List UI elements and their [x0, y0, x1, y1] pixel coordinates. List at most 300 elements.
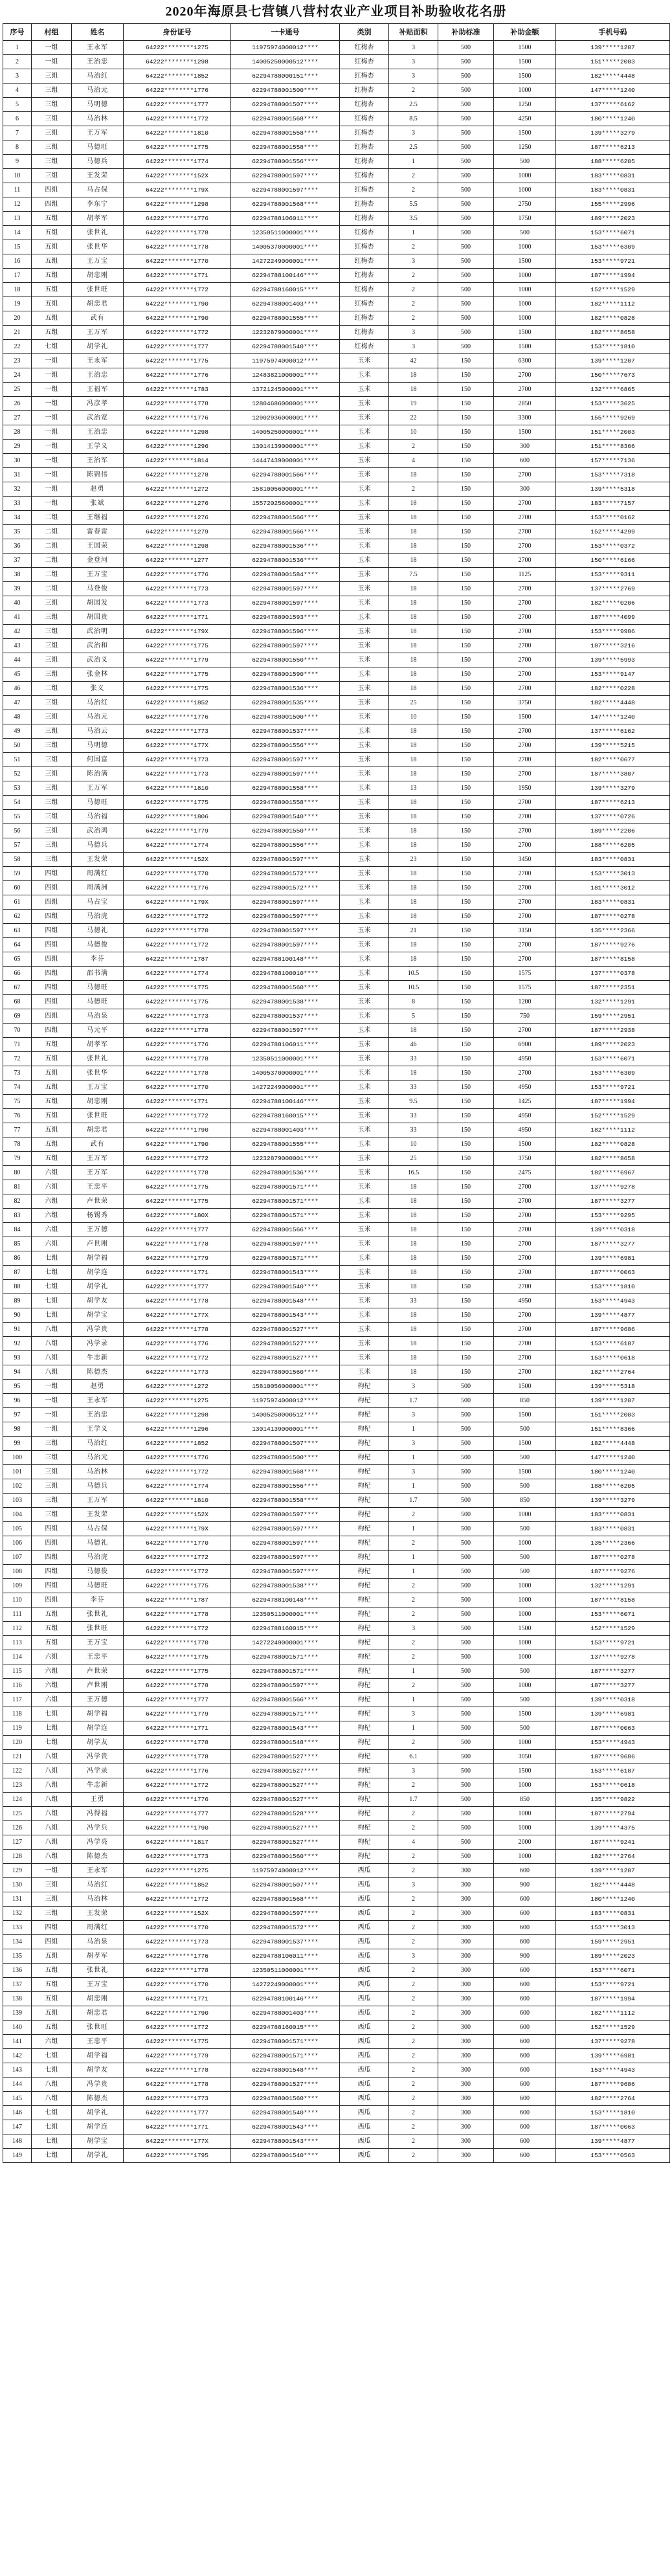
cell-subsidy-area: 10 — [389, 710, 438, 724]
cell-subsidy-amount: 1000 — [494, 1736, 556, 1750]
cell-subsidy-standard: 300 — [438, 1878, 494, 1892]
cell-village-group: 一组 — [32, 1422, 72, 1437]
cell-subsidy-amount: 1000 — [494, 1778, 556, 1793]
cell-id-number: 64222********1775 — [124, 2035, 231, 2049]
cell-id-number: 64222********1298 — [124, 1408, 231, 1422]
cell-subsidy-amount: 600 — [494, 2063, 556, 2078]
cell-card-number: 62294788001543**** — [231, 1266, 340, 1280]
cell-id-number: 64222********1296 — [124, 1422, 231, 1437]
cell-subsidy-area: 3 — [389, 1949, 438, 1964]
cell-card-number: 14005370000001**** — [231, 240, 340, 254]
cell-subsidy-standard: 150 — [438, 1109, 494, 1123]
cell-subsidy-standard: 150 — [438, 653, 494, 667]
cell-serial-no: 102 — [3, 1479, 32, 1494]
cell-serial-no: 85 — [3, 1237, 32, 1251]
cell-category: 玉米 — [340, 1109, 389, 1123]
cell-id-number: 64222********1783 — [124, 383, 231, 397]
table-row — [3, 140, 670, 155]
table-row — [3, 810, 670, 824]
cell-phone-number: 151*****8366 — [556, 440, 670, 454]
cell-subsidy-standard: 500 — [438, 340, 494, 354]
cell-subsidy-standard: 150 — [438, 867, 494, 881]
cell-village-group: 一组 — [32, 368, 72, 383]
cell-serial-no: 134 — [3, 1935, 32, 1949]
table-row — [3, 1081, 670, 1095]
cell-name: 武治明 — [72, 625, 124, 639]
cell-category: 玉米 — [340, 995, 389, 1009]
cell-serial-no: 94 — [3, 1365, 32, 1380]
cell-id-number: 64222********1778 — [124, 1323, 231, 1337]
cell-subsidy-area: 2 — [389, 2006, 438, 2021]
cell-subsidy-standard: 500 — [438, 155, 494, 169]
cell-subsidy-amount: 1250 — [494, 98, 556, 112]
cell-card-number: 62294788001403**** — [231, 1123, 340, 1137]
cell-name: 王万军 — [72, 1494, 124, 1508]
cell-card-number: 62294788001555**** — [231, 311, 340, 326]
cell-subsidy-area: 18 — [389, 1209, 438, 1223]
cell-village-group: 七组 — [32, 1280, 72, 1294]
cell-name: 马占保 — [72, 1522, 124, 1536]
cell-subsidy-amount: 1000 — [494, 1607, 556, 1622]
cell-subsidy-area: 1 — [389, 1721, 438, 1736]
cell-phone-number: 153*****9721 — [556, 254, 670, 269]
cell-phone-number: 139*****4877 — [556, 2134, 670, 2149]
cell-card-number: 62294788001548**** — [231, 2063, 340, 2078]
cell-village-group: 五组 — [32, 311, 72, 326]
cell-phone-number: 137*****9278 — [556, 2035, 670, 2049]
cell-id-number: 64222********1775 — [124, 1579, 231, 1593]
table-row — [3, 397, 670, 411]
cell-serial-no: 111 — [3, 1607, 32, 1622]
cell-card-number: 62294788001571**** — [231, 2049, 340, 2063]
cell-category: 枸杞 — [340, 1579, 389, 1593]
cell-phone-number: 135*****9822 — [556, 1793, 670, 1807]
table-row — [3, 967, 670, 981]
cell-serial-no: 77 — [3, 1123, 32, 1137]
cell-subsidy-amount: 2700 — [494, 796, 556, 810]
cell-subsidy-standard: 500 — [438, 1778, 494, 1793]
cell-serial-no: 135 — [3, 1949, 32, 1964]
cell-card-number: 62294788001550**** — [231, 824, 340, 838]
cell-subsidy-area: 18 — [389, 682, 438, 696]
cell-id-number: 64222********1790 — [124, 297, 231, 311]
cell-id-number: 64222********1852 — [124, 1437, 231, 1451]
cell-subsidy-amount: 2700 — [494, 1194, 556, 1209]
cell-name: 王发荣 — [72, 1508, 124, 1522]
cell-subsidy-area: 18 — [389, 910, 438, 924]
cell-subsidy-amount: 1200 — [494, 995, 556, 1009]
cell-name: 马治林 — [72, 1465, 124, 1479]
cell-id-number: 64222********1790 — [124, 2006, 231, 2021]
cell-serial-no: 8 — [3, 140, 32, 155]
cell-village-group: 八组 — [32, 2092, 72, 2106]
cell-subsidy-amount: 500 — [494, 1522, 556, 1536]
cell-card-number: 62294788100010**** — [231, 967, 340, 981]
cell-subsidy-area: 2 — [389, 1921, 438, 1935]
cell-phone-number: 152*****1529 — [556, 1622, 670, 1636]
cell-card-number: 62294788001507**** — [231, 98, 340, 112]
cell-subsidy-standard: 300 — [438, 1964, 494, 1978]
cell-category: 红梅杏 — [340, 297, 389, 311]
cell-village-group: 三组 — [32, 596, 72, 610]
cell-village-group: 七组 — [32, 1251, 72, 1266]
cell-subsidy-amount: 3150 — [494, 924, 556, 938]
cell-phone-number: 137*****0726 — [556, 810, 670, 824]
cell-category: 玉米 — [340, 639, 389, 653]
cell-phone-number: 135*****2366 — [556, 924, 670, 938]
cell-name: 冯学录 — [72, 1337, 124, 1351]
column-header-category: 类别 — [340, 24, 389, 41]
cell-serial-no: 64 — [3, 938, 32, 952]
table-row — [3, 1422, 670, 1437]
cell-name: 卢世刚 — [72, 1679, 124, 1693]
cell-category: 玉米 — [340, 610, 389, 625]
cell-subsidy-amount: 2700 — [494, 682, 556, 696]
cell-category: 玉米 — [340, 1194, 389, 1209]
document-title: 2020年海原县七营镇八营村农业产业项目补助验收花名册 — [165, 5, 507, 19]
table-row — [3, 183, 670, 197]
cell-phone-number: 180*****1240 — [556, 112, 670, 126]
cell-phone-number: 153*****6071 — [556, 1964, 670, 1978]
cell-subsidy-standard: 300 — [438, 1864, 494, 1878]
cell-serial-no: 16 — [3, 254, 32, 269]
cell-card-number: 62294788001403**** — [231, 297, 340, 311]
cell-subsidy-amount: 1500 — [494, 41, 556, 55]
cell-phone-number: 139*****6981 — [556, 2049, 670, 2063]
cell-subsidy-area: 3 — [389, 55, 438, 69]
cell-serial-no: 58 — [3, 853, 32, 867]
cell-name: 马治虎 — [72, 1551, 124, 1565]
cell-phone-number: 151*****2003 — [556, 425, 670, 440]
cell-subsidy-standard: 500 — [438, 1508, 494, 1522]
cell-category: 西瓜 — [340, 2078, 389, 2092]
table-row — [3, 568, 670, 582]
cell-phone-number: 152*****1529 — [556, 2021, 670, 2035]
cell-phone-number: 182*****4448 — [556, 1437, 670, 1451]
cell-subsidy-area: 10 — [389, 425, 438, 440]
table-row — [3, 910, 670, 924]
cell-card-number: 62294788001527**** — [231, 1778, 340, 1793]
cell-card-number: 62294788001597**** — [231, 1522, 340, 1536]
cell-subsidy-area: 18 — [389, 525, 438, 539]
cell-subsidy-amount: 1000 — [494, 1536, 556, 1551]
cell-subsidy-standard: 300 — [438, 1907, 494, 1921]
cell-card-number: 12350511000001**** — [231, 1964, 340, 1978]
table-row — [3, 1308, 670, 1323]
cell-category: 玉米 — [340, 739, 389, 753]
cell-phone-number: 183*****0831 — [556, 853, 670, 867]
cell-phone-number: 153*****3013 — [556, 1921, 670, 1935]
cell-id-number: 64222********1296 — [124, 440, 231, 454]
table-row — [3, 311, 670, 326]
cell-subsidy-standard: 300 — [438, 2092, 494, 2106]
cell-phone-number: 153*****6187 — [556, 1764, 670, 1778]
table-row — [3, 582, 670, 596]
cell-phone-number: 153*****7318 — [556, 468, 670, 482]
cell-id-number: 64222********1777 — [124, 1693, 231, 1707]
cell-name: 马治红 — [72, 69, 124, 84]
cell-serial-no: 148 — [3, 2134, 32, 2149]
cell-serial-no: 141 — [3, 2035, 32, 2049]
table-row — [3, 539, 670, 554]
cell-category: 玉米 — [340, 582, 389, 596]
cell-card-number: 62294788001597**** — [231, 1565, 340, 1579]
cell-category: 玉米 — [340, 824, 389, 838]
cell-subsidy-area: 18 — [389, 610, 438, 625]
cell-serial-no: 61 — [3, 895, 32, 910]
cell-village-group: 五组 — [32, 2006, 72, 2021]
cell-village-group: 一组 — [32, 1864, 72, 1878]
cell-category: 玉米 — [340, 397, 389, 411]
cell-serial-no: 68 — [3, 995, 32, 1009]
cell-subsidy-area: 2 — [389, 1736, 438, 1750]
cell-name: 何国富 — [72, 753, 124, 767]
cell-name: 陈治满 — [72, 767, 124, 781]
cell-subsidy-amount: 600 — [494, 2035, 556, 2049]
cell-subsidy-amount: 2000 — [494, 1835, 556, 1850]
cell-village-group: 八组 — [32, 1337, 72, 1351]
cell-serial-no: 149 — [3, 2149, 32, 2163]
cell-name: 张斌 — [72, 497, 124, 511]
table-row — [3, 1864, 670, 1878]
cell-subsidy-amount: 500 — [494, 226, 556, 240]
cell-category: 枸杞 — [340, 1451, 389, 1465]
cell-name: 马治林 — [72, 112, 124, 126]
cell-name: 王万德 — [72, 1693, 124, 1707]
cell-name: 张世礼 — [72, 1607, 124, 1622]
cell-card-number: 62294788001538**** — [231, 995, 340, 1009]
cell-category: 玉米 — [340, 724, 389, 739]
cell-village-group: 六组 — [32, 1166, 72, 1180]
table-row — [3, 1180, 670, 1194]
cell-card-number: 62294788001556**** — [231, 1479, 340, 1494]
cell-subsidy-standard: 500 — [438, 1807, 494, 1821]
cell-subsidy-amount: 600 — [494, 2092, 556, 2106]
table-row — [3, 2134, 670, 2149]
cell-serial-no: 73 — [3, 1066, 32, 1081]
cell-subsidy-standard: 150 — [438, 568, 494, 582]
cell-id-number: 64222********1775 — [124, 682, 231, 696]
cell-village-group: 七组 — [32, 2134, 72, 2149]
table-row — [3, 1850, 670, 1864]
cell-card-number: 62294788001527**** — [231, 1750, 340, 1764]
cell-serial-no: 123 — [3, 1778, 32, 1793]
cell-subsidy-amount: 1000 — [494, 283, 556, 297]
cell-village-group: 五组 — [32, 1152, 72, 1166]
cell-subsidy-area: 1 — [389, 1693, 438, 1707]
cell-category: 玉米 — [340, 753, 389, 767]
cell-phone-number: 187*****3277 — [556, 1237, 670, 1251]
cell-village-group: 五组 — [32, 269, 72, 283]
cell-id-number: 64222********1772 — [124, 1565, 231, 1579]
cell-village-group: 三组 — [32, 1892, 72, 1907]
cell-subsidy-area: 16.5 — [389, 1166, 438, 1180]
cell-subsidy-standard: 150 — [438, 454, 494, 468]
column-header-village-group: 村组 — [32, 24, 72, 41]
table-row — [3, 511, 670, 525]
cell-phone-number: 139*****5318 — [556, 482, 670, 497]
cell-phone-number: 153*****0563 — [556, 2149, 670, 2163]
cell-serial-no: 83 — [3, 1209, 32, 1223]
cell-serial-no: 32 — [3, 482, 32, 497]
cell-card-number: 62294788001548**** — [231, 1294, 340, 1308]
cell-card-number: 62294788001527**** — [231, 1835, 340, 1850]
cell-name: 王永军 — [72, 1864, 124, 1878]
cell-phone-number: 187*****1994 — [556, 1992, 670, 2006]
table-row — [3, 340, 670, 354]
cell-subsidy-area: 18 — [389, 1180, 438, 1194]
cell-subsidy-standard: 150 — [438, 781, 494, 796]
cell-subsidy-amount: 500 — [494, 1479, 556, 1494]
table-row — [3, 1323, 670, 1337]
cell-phone-number: 187*****1994 — [556, 1095, 670, 1109]
cell-village-group: 一组 — [32, 482, 72, 497]
cell-subsidy-area: 2 — [389, 169, 438, 183]
cell-subsidy-standard: 150 — [438, 1137, 494, 1152]
cell-subsidy-standard: 150 — [438, 1308, 494, 1323]
cell-subsidy-amount: 2700 — [494, 596, 556, 610]
cell-card-number: 62294788001527**** — [231, 1764, 340, 1778]
cell-id-number: 64222********1776 — [124, 1793, 231, 1807]
cell-category: 红梅杏 — [340, 212, 389, 226]
table-row — [3, 525, 670, 539]
cell-subsidy-amount: 2700 — [494, 895, 556, 910]
cell-id-number: 64222********1773 — [124, 753, 231, 767]
cell-subsidy-standard: 500 — [438, 1793, 494, 1807]
cell-card-number: 62294788001500**** — [231, 710, 340, 724]
cell-village-group: 六组 — [32, 1693, 72, 1707]
cell-village-group: 四组 — [32, 1593, 72, 1607]
cell-subsidy-standard: 150 — [438, 1052, 494, 1066]
cell-village-group: 三组 — [32, 653, 72, 667]
cell-subsidy-area: 1 — [389, 1422, 438, 1437]
cell-village-group: 四组 — [32, 183, 72, 197]
table-row — [3, 1964, 670, 1978]
cell-subsidy-area: 18 — [389, 1066, 438, 1081]
cell-subsidy-amount: 1575 — [494, 967, 556, 981]
cell-category: 玉米 — [340, 938, 389, 952]
cell-card-number: 62294788001572**** — [231, 1921, 340, 1935]
cell-name: 卢世荣 — [72, 1194, 124, 1209]
cell-card-number: 14005250000512**** — [231, 1408, 340, 1422]
cell-card-number: 62294788001558**** — [231, 781, 340, 796]
cell-subsidy-area: 3 — [389, 69, 438, 84]
cell-serial-no: 78 — [3, 1137, 32, 1152]
cell-phone-number: 153*****1810 — [556, 2106, 670, 2120]
cell-subsidy-area: 22 — [389, 411, 438, 425]
cell-serial-no: 97 — [3, 1408, 32, 1422]
cell-category: 玉米 — [340, 1223, 389, 1237]
cell-card-number: 62294788001593**** — [231, 610, 340, 625]
cell-subsidy-area: 4 — [389, 454, 438, 468]
cell-phone-number: 187*****2938 — [556, 1024, 670, 1038]
cell-village-group: 四组 — [32, 895, 72, 910]
cell-phone-number: 139*****3279 — [556, 126, 670, 140]
cell-name: 王国荣 — [72, 539, 124, 554]
cell-card-number: 62294788106011**** — [231, 212, 340, 226]
cell-phone-number: 187*****0063 — [556, 2120, 670, 2134]
cell-subsidy-area: 18 — [389, 511, 438, 525]
cell-card-number: 62294788001537**** — [231, 1009, 340, 1024]
cell-serial-no: 25 — [3, 383, 32, 397]
cell-id-number: 64222********1774 — [124, 967, 231, 981]
cell-card-number: 62294788001548**** — [231, 1736, 340, 1750]
cell-subsidy-standard: 500 — [438, 240, 494, 254]
cell-subsidy-area: 18 — [389, 1194, 438, 1209]
cell-category: 红梅杏 — [340, 183, 389, 197]
cell-card-number: 62294788001527**** — [231, 2078, 340, 2092]
cell-id-number: 64222********1776 — [124, 212, 231, 226]
cell-subsidy-amount: 2700 — [494, 1280, 556, 1294]
cell-category: 红梅杏 — [340, 84, 389, 98]
cell-category: 玉米 — [340, 440, 389, 454]
cell-subsidy-area: 1 — [389, 155, 438, 169]
cell-subsidy-area: 1 — [389, 1664, 438, 1679]
cell-subsidy-area: 1 — [389, 1522, 438, 1536]
cell-card-number: 62294788001571**** — [231, 1180, 340, 1194]
cell-id-number: 64222********1778 — [124, 1607, 231, 1622]
cell-subsidy-area: 18 — [389, 1365, 438, 1380]
cell-phone-number: 182*****0828 — [556, 1137, 670, 1152]
cell-village-group: 二组 — [32, 539, 72, 554]
cell-id-number: 64222********1772 — [124, 1892, 231, 1907]
cell-subsidy-standard: 150 — [438, 1095, 494, 1109]
cell-serial-no: 98 — [3, 1422, 32, 1437]
table-row — [3, 454, 670, 468]
cell-category: 玉米 — [340, 838, 389, 853]
cell-card-number: 62294788001540**** — [231, 1280, 340, 1294]
cell-subsidy-amount: 300 — [494, 440, 556, 454]
cell-phone-number: 187*****1994 — [556, 269, 670, 283]
cell-phone-number: 187*****0063 — [556, 1266, 670, 1280]
cell-id-number: 64222********1778 — [124, 1736, 231, 1750]
cell-name: 赵勇 — [72, 1380, 124, 1394]
cell-subsidy-standard: 500 — [438, 1693, 494, 1707]
cell-category: 玉米 — [340, 1280, 389, 1294]
cell-serial-no: 92 — [3, 1337, 32, 1351]
cell-id-number: 64222********1775 — [124, 1180, 231, 1194]
cell-village-group: 四组 — [32, 981, 72, 995]
cell-subsidy-area: 33 — [389, 1123, 438, 1137]
cell-category: 玉米 — [340, 468, 389, 482]
table-row — [3, 1251, 670, 1266]
cell-serial-no: 119 — [3, 1721, 32, 1736]
cell-village-group: 八组 — [32, 1365, 72, 1380]
cell-village-group: 六组 — [32, 1223, 72, 1237]
cell-card-number: 62294788160015**** — [231, 2021, 340, 2035]
cell-village-group: 四组 — [32, 1522, 72, 1536]
cell-subsidy-area: 2 — [389, 1679, 438, 1693]
cell-subsidy-amount: 1575 — [494, 981, 556, 995]
cell-subsidy-amount: 1500 — [494, 340, 556, 354]
cell-category: 枸杞 — [340, 1593, 389, 1607]
table-row — [3, 497, 670, 511]
table-row — [3, 411, 670, 425]
cell-subsidy-area: 2 — [389, 1978, 438, 1992]
cell-subsidy-area: 3 — [389, 1465, 438, 1479]
cell-phone-number: 132*****6865 — [556, 383, 670, 397]
cell-subsidy-area: 18 — [389, 554, 438, 568]
table-row — [3, 425, 670, 440]
cell-village-group: 一组 — [32, 55, 72, 69]
cell-subsidy-area: 18 — [389, 1223, 438, 1237]
table-row — [3, 1921, 670, 1935]
cell-subsidy-standard: 150 — [438, 1223, 494, 1237]
cell-subsidy-amount: 850 — [494, 1394, 556, 1408]
cell-name: 马登俊 — [72, 582, 124, 596]
cell-subsidy-standard: 500 — [438, 1565, 494, 1579]
cell-category: 玉米 — [340, 383, 389, 397]
